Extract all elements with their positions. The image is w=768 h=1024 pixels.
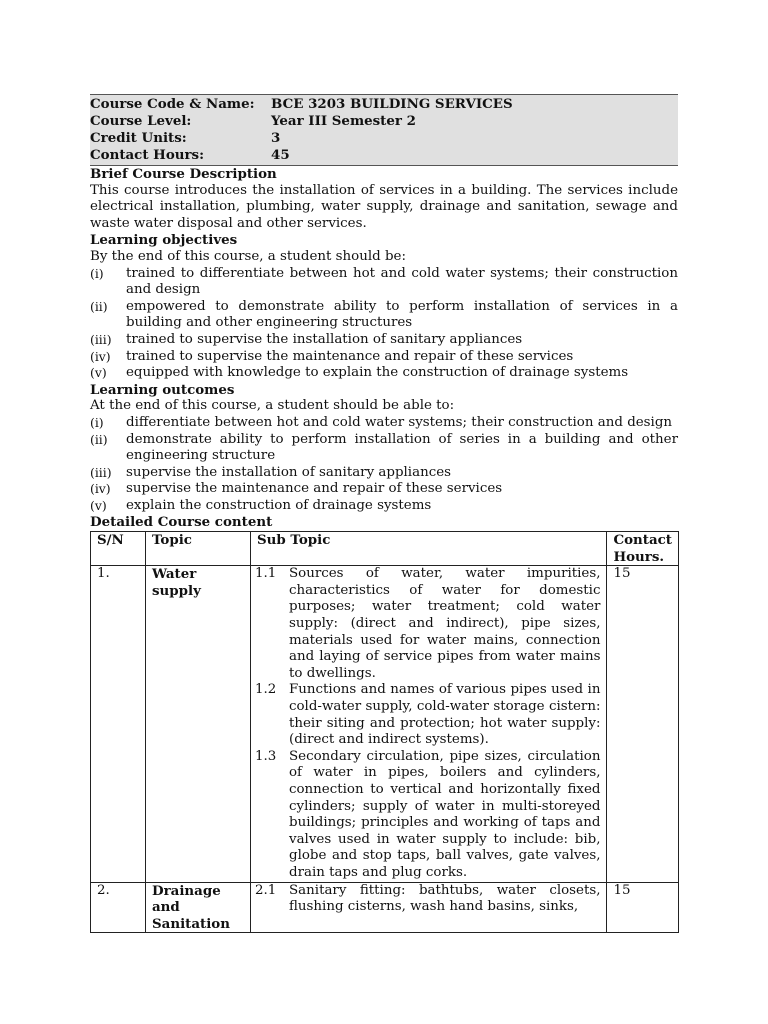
content-heading: Detailed Course content xyxy=(90,514,273,531)
subtopic-item xyxy=(255,682,600,748)
item-text: trained to supervise the maintenance and repair of these services xyxy=(126,348,574,364)
info-value: Year III Semester 2 xyxy=(271,113,416,129)
item-text: supervise the maintenance and repair of these services xyxy=(126,481,503,497)
course-info-box xyxy=(90,94,678,166)
course-info-row xyxy=(90,130,678,147)
table-row xyxy=(91,882,679,933)
item-number: (i) xyxy=(90,265,104,281)
item-number: (iii) xyxy=(90,331,112,347)
row-hours: 15 xyxy=(607,882,679,933)
item-text: empowered to demonstrate ability to perform installation of services in a building and other engineering structures xyxy=(126,298,678,331)
course-info-row xyxy=(90,96,678,113)
item-number: (i) xyxy=(90,414,104,430)
list-item xyxy=(90,349,678,366)
list-item xyxy=(90,365,678,382)
subtopic-item xyxy=(255,883,600,916)
item-text: supervise the installation of sanitary appliances xyxy=(126,464,451,480)
item-number: (ii) xyxy=(90,298,108,314)
objectives-list xyxy=(90,266,678,382)
subtopic-number: 1.2 xyxy=(255,682,277,698)
subtopic-number: 1.1 xyxy=(255,566,277,582)
list-item xyxy=(90,332,678,349)
info-value: BCE 3203 BUILDING SERVICES xyxy=(271,96,513,112)
list-item xyxy=(90,415,678,432)
item-number: (ii) xyxy=(90,431,108,447)
list-item xyxy=(90,498,678,515)
header-sn: S/N xyxy=(91,532,146,566)
outcomes-heading: Learning outcomes xyxy=(90,381,235,398)
item-number: (v) xyxy=(90,365,107,381)
row-topic: Drainage and Sanitation xyxy=(146,882,251,933)
list-item xyxy=(90,299,678,332)
item-text: demonstrate ability to perform installation of series in a building and other engineering structure xyxy=(126,431,678,464)
outcomes-intro: At the end of this course, a student should be able to: xyxy=(90,398,455,414)
table-header-row xyxy=(91,532,679,566)
item-number: (iv) xyxy=(90,481,111,497)
subtopic-number: 1.3 xyxy=(255,748,277,764)
item-text: differentiate between hot and cold water systems; their construction and design xyxy=(126,414,673,430)
item-text: trained to differentiate between hot and cold water systems; their construction and design xyxy=(126,265,678,298)
info-label: Contact Hours: xyxy=(90,147,205,163)
header-subtopic: Sub Topic xyxy=(251,532,607,566)
description-text: This course introduces the installation of services in a building. The services include electrical installation, plumbing, water supply, drainage and sanitation, sewage and waste water disposal and other services. xyxy=(90,182,678,231)
info-label: Course Code & Name: xyxy=(90,96,255,112)
header-hours: Contact Hours. xyxy=(607,532,679,566)
item-number: (iv) xyxy=(90,348,111,364)
list-item xyxy=(90,266,678,299)
item-text: trained to supervise the installation of sanitary appliances xyxy=(126,331,523,347)
course-content-table xyxy=(90,531,679,933)
table-row xyxy=(91,566,679,882)
course-info-row xyxy=(90,113,678,130)
item-number: (v) xyxy=(90,497,107,513)
subtopic-number: 2.1 xyxy=(255,882,277,898)
item-text: explain the construction of drainage systems xyxy=(126,497,432,513)
item-number: (iii) xyxy=(90,464,112,480)
objectives-intro: By the end of this course, a student should be: xyxy=(90,248,406,264)
info-label: Credit Units: xyxy=(90,130,187,146)
row-subtopics xyxy=(251,882,607,933)
subtopic-text: Secondary circulation, pipe sizes, circulation of water in pipes, boilers and cylinders, connection to vertical and horizontally fixed cylinders; supply of water in multi-storeyed buildings; principles and working of taps and valves used in water supply to include: bib, globe and stop taps, ball valves, gate valves, drain taps and plug corks. xyxy=(289,748,601,880)
info-label: Course Level: xyxy=(90,113,192,129)
subtopic-text: Sanitary fitting: bathtubs, water closets, flushing cisterns, wash hand basins, sinks, xyxy=(289,882,601,915)
row-sn: 2. xyxy=(91,882,146,933)
subtopic-item xyxy=(255,749,600,882)
subtopic-text: Functions and names of various pipes used in cold-water supply, cold-water storage cistern: their siting and protection; hot water supply: (direct and indirect systems). xyxy=(289,682,601,748)
header-topic: Topic xyxy=(146,532,251,566)
list-item xyxy=(90,432,678,465)
row-topic: Water supply xyxy=(146,566,251,882)
course-info-row xyxy=(90,147,678,164)
item-text: equipped with knowledge to explain the construction of drainage systems xyxy=(126,365,629,381)
course-document xyxy=(90,94,678,933)
list-item xyxy=(90,481,678,498)
objectives-heading: Learning objectives xyxy=(90,232,238,249)
info-value: 45 xyxy=(271,147,290,163)
subtopic-item xyxy=(255,566,600,682)
description-heading: Brief Course Description xyxy=(90,166,277,182)
subtopic-text: Sources of water, water impurities, characteristics of water for domestic purposes; water treatment; cold water supply: (direct and indirect), pipe sizes, materials used for water mains, connection and laying of service pipes from water mains to dwellings. xyxy=(289,566,601,681)
info-value: 3 xyxy=(271,130,281,146)
row-sn: 1. xyxy=(91,566,146,882)
row-subtopics xyxy=(251,566,607,882)
outcomes-list xyxy=(90,415,678,515)
row-hours: 15 xyxy=(607,566,679,882)
list-item xyxy=(90,465,678,482)
